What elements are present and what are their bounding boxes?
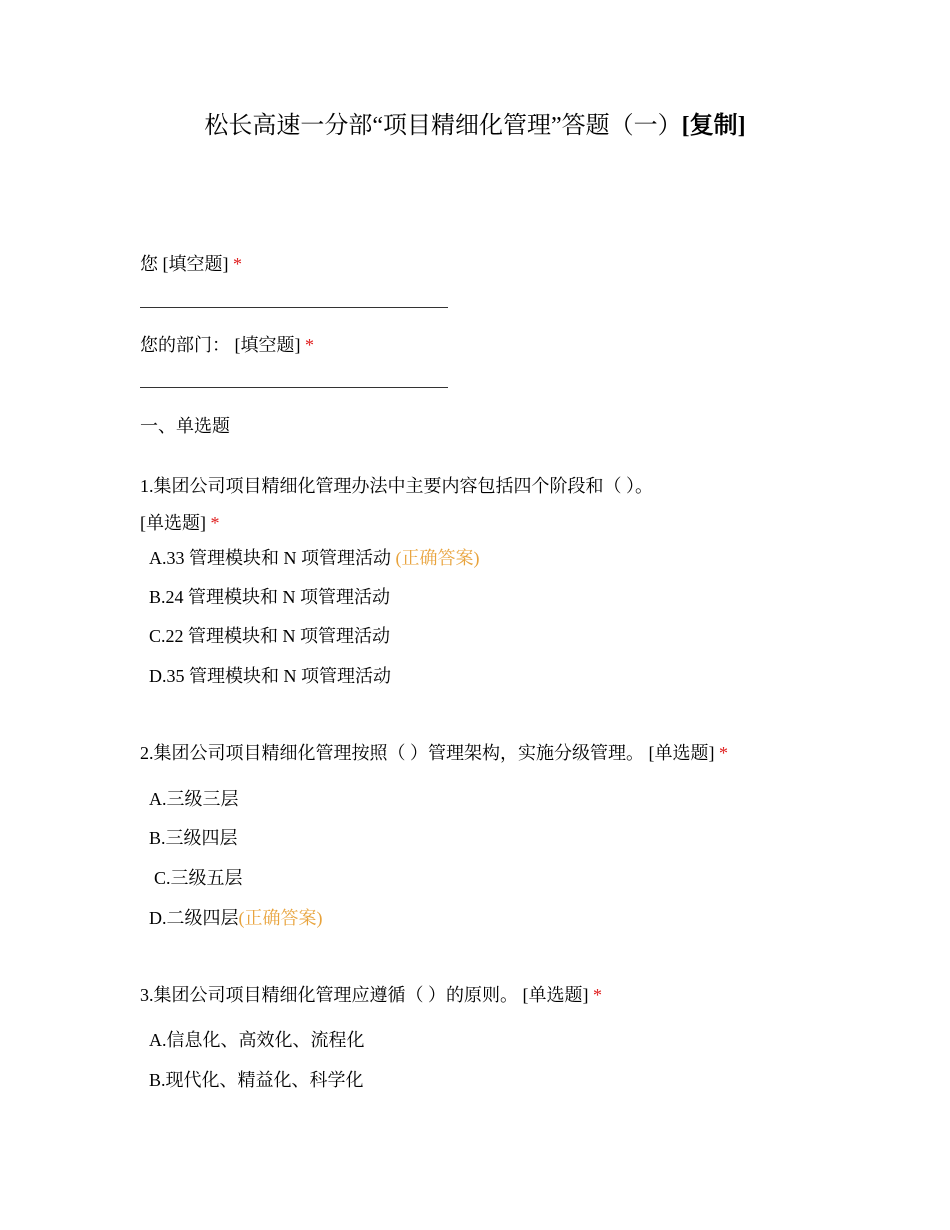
question-1-option-b[interactable]: B.24 管理模块和 N 项管理活动 [149, 587, 391, 607]
section-title: 一、单选题 [140, 416, 230, 436]
required-mark: * [210, 513, 220, 533]
question-2-option-b[interactable]: B.三级四层 [149, 828, 238, 848]
required-mark: * [593, 985, 602, 1005]
field-type-tag: [填空题] [162, 254, 229, 274]
required-mark: * [305, 335, 314, 355]
required-mark: * [233, 254, 242, 274]
question-1-option-c[interactable]: C.22 管理模块和 N 项管理活动 [149, 626, 391, 646]
question-1-option-a[interactable]: A.33 管理模块和 N 项管理活动 (正确答案) [149, 548, 480, 568]
question-3-option-a[interactable]: A.信息化、高效化、流程化 [149, 1030, 365, 1050]
question-1-text: 1.集团公司项目精细化管理办法中主要内容包括四个阶段和（ ）。 [140, 476, 653, 496]
question-3-type: [单选题] [522, 985, 589, 1005]
question-1-type: [单选题] * [140, 513, 220, 533]
department-blank-input[interactable] [140, 387, 448, 388]
question-2-text: 2.集团公司项目精细化管理按照（ ）管理架构，实施分级管理。 [单选题] * [140, 743, 728, 763]
question-3-text: 3.集团公司项目精细化管理应遵循（ ）的原则。 [单选题] * [140, 985, 602, 1005]
name-blank-input[interactable] [140, 307, 448, 308]
field-type-tag: [填空题] [234, 335, 301, 355]
question-1-option-d[interactable]: D.35 管理模块和 N 项管理活动 [149, 666, 391, 686]
title-main: 松长高速一分部“项目精细化管理”答题（一） [204, 113, 682, 139]
question-2-option-d[interactable]: D.二级四层(正确答案) [149, 908, 323, 928]
question-3-option-b[interactable]: B.现代化、精益化、科学化 [149, 1070, 364, 1090]
correct-answer-tag: (正确答案) [395, 548, 480, 568]
question-2-option-a[interactable]: A.三级三层 [149, 789, 239, 809]
page-title [0, 110, 950, 142]
copy-tag: [复制] [681, 113, 746, 139]
question-2-option-c[interactable]: C.三级五层 [154, 868, 243, 888]
field-name-label: 您 [填空题] * [140, 254, 242, 274]
field-department-label: 您的部门： [填空题] * [140, 335, 314, 355]
correct-answer-tag: (正确答案) [238, 908, 323, 928]
question-2-type: [单选题] [648, 743, 715, 763]
required-mark: * [719, 743, 728, 763]
